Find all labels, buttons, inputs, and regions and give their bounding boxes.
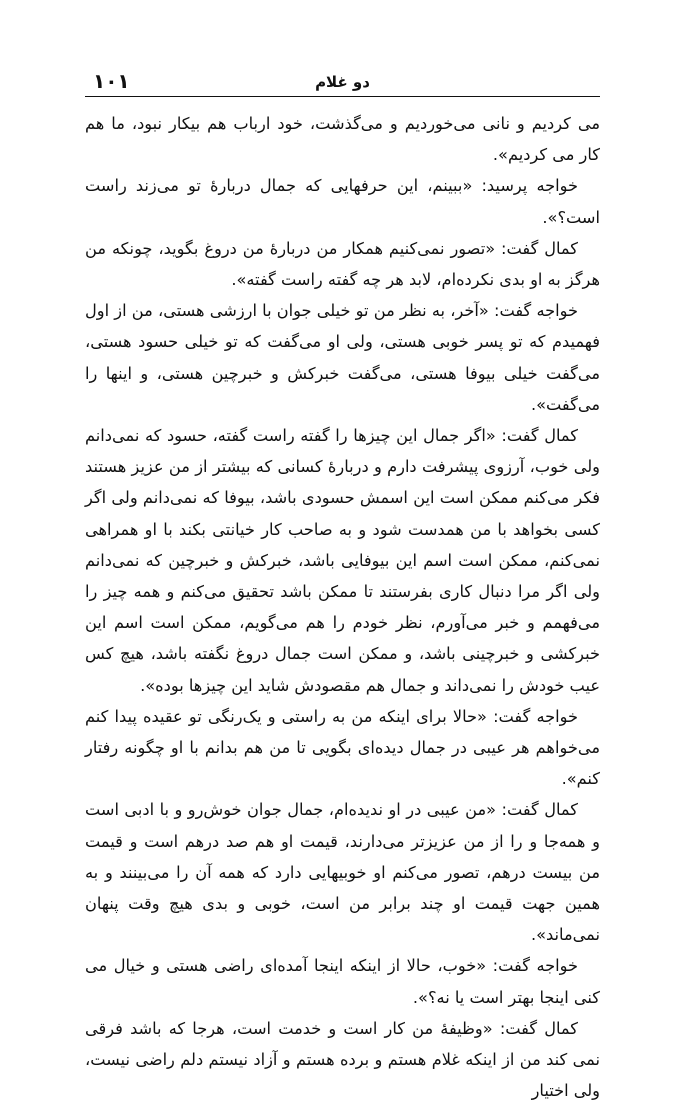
page-number: ۱۰۱ — [93, 69, 130, 93]
body-text — [85, 108, 600, 1107]
paragraph: کمال گفت: «اگر جمال این چیزها را گفته راست گفته، حسود که نمی‌دانم ولی خوب، آرزوی پیشرفت دارم و دربارهٔ کسانی که بیشتر از من عزیز هستند فکر می‌کنم ممکن است این اسمش حسودی باشد، بیوفا که نمی‌دانم ولی اگر کسی بخواهد با من همدست شود و به صاحب کار خیانتی بکند با او همراهی نمی‌کنم، ممکن است اسم این بیوفایی باشد، خبرکش و خبرچین که نمی‌دانم ولی اگر مرا دنبال کاری بفرستند تا ممکن باشد تحقیق می‌کنم و همه چیز را می‌فهمم و خبر می‌آورم، نظر خودم را هم می‌گویم، ممکن است اسم این خبرکشی و خبرچینی باشد، و ممکن است جمال دروغ نگفته باشد، هیچ کس عیب خودش را نمی‌داند و جمال هم مقصودش شاید این چیزها بوده». — [85, 426, 600, 695]
paragraph: خواجه گفت: «آخر، به نظر من تو خیلی جوان با ارزشی هستی، من از اول فهمیدم که تو پسر خوبی هستی، ولی او می‌گفت که تو خیلی حسود هستی، می‌گفت خیلی بیوفا هستی، می‌گفت خبرکش و خبرچین هستی، و اینها را می‌گفت». — [85, 301, 600, 414]
paragraph: می کردیم و نانی می‌خوردیم و می‌گذشت، خود ارباب هم بیکار نبود، ما هم کار می کردیم». — [85, 114, 600, 165]
paragraph: خواجه گفت: «حالا برای اینکه من به راستی و یک‌رنگی تو عقیده پیدا کنم می‌خواهم هر عیبی در جمال دیده‌ای بگویی تا من هم بدانم با او چگونه رفتار کنم». — [85, 706, 600, 789]
running-header — [85, 66, 600, 92]
header-rule — [85, 96, 600, 97]
paragraph: کمال گفت: «من عیبی در او ندیده‌ام، جمال جوان خوش‌رو و با ادبی است و همه‌جا و را از من عزیزتر می‌دارند، قیمت او هم صد درهم است و قیمت من بیست درهم، تصور می‌کنم او خوبیهایی دارد که همه آن را می‌بینند و به همین جهت قیمت او چند برابر من است، خوبی و بدی هیچ وقت پنهان نمی‌ماند». — [85, 800, 600, 945]
paragraph: خواجه پرسید: «ببینم، این حرفهایی که جمال دربارهٔ تو می‌زند راست است؟». — [85, 176, 600, 227]
running-title: دو غلام — [315, 73, 370, 91]
paragraph: خواجه گفت: «خوب، حالا از اینکه اینجا آمده‌ای راضی هستی و خیال می کنی اینجا بهتر است یا نه؟». — [85, 956, 600, 1007]
paragraph: کمال گفت: «تصور نمی‌کنیم همکار من دربارهٔ من دروغ بگوید، چونکه من هرگز به او بدی نکرده‌ام، لابد هر چه گفته راست گفته». — [85, 238, 600, 290]
paragraph: کمال گفت: «وظیفهٔ من کار است و خدمت است، هرجا که باشد فرقی نمی کند من از اینکه غلام هستم و برده هستم و آزاد نیستم دلم راضی نیست، ولی اختیار — [85, 1018, 600, 1101]
